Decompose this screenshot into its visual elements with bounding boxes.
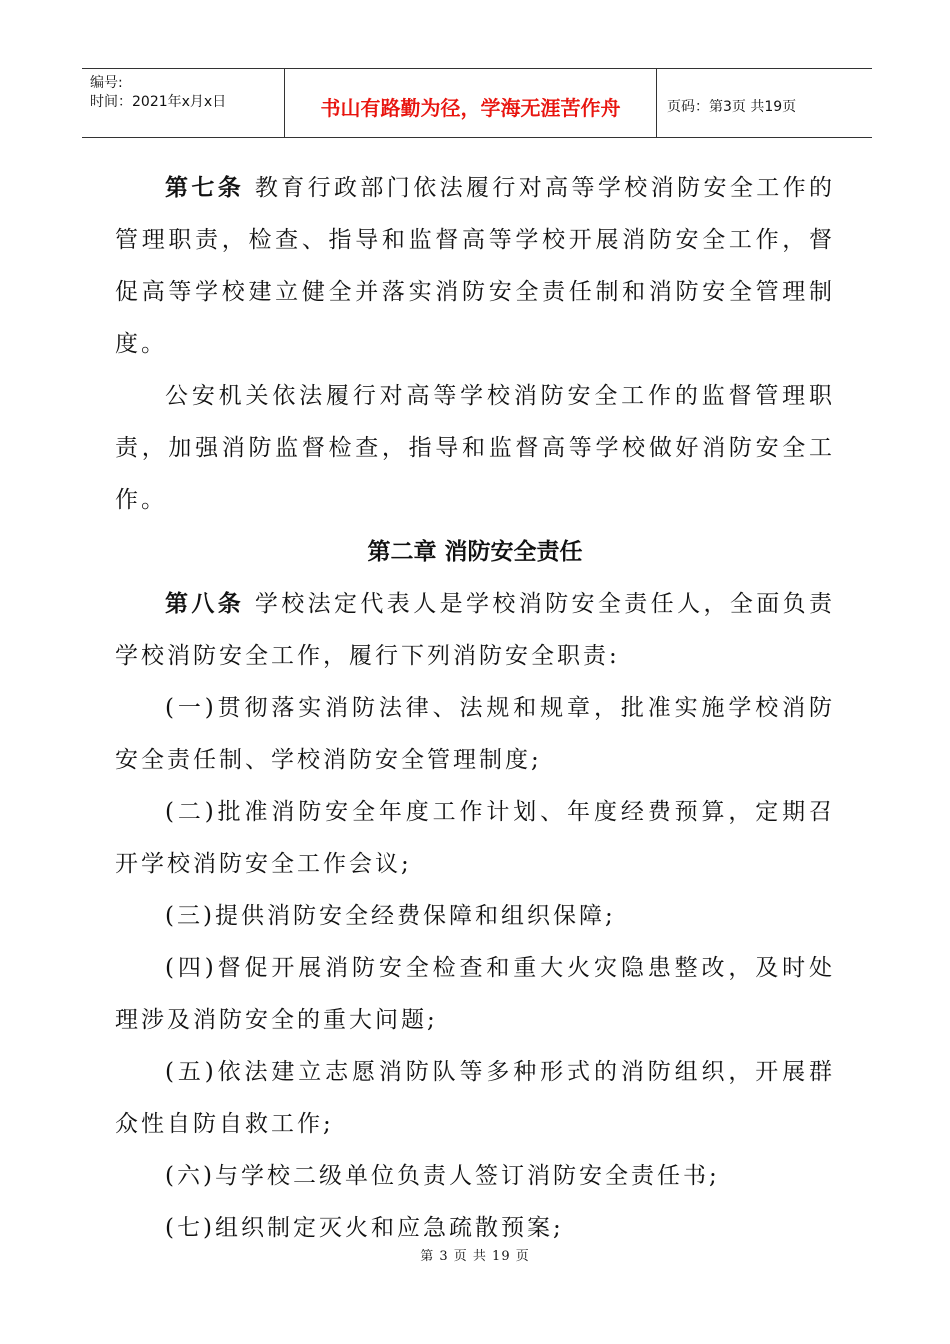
duty-item-1: (一)贯彻落实消防法律、法规和规章，批准实施学校消防安全责任制、学校消防安全管理制度; — [115, 695, 835, 773]
article-7-title: 第七条 — [165, 174, 245, 201]
page-footer: 第 3 页 共 19 页 — [420, 1249, 530, 1264]
article-8-title: 第八条 — [165, 590, 245, 617]
header-page-info: 页码：第3页 共19页 — [667, 99, 797, 115]
header-motto: 书山有路勤为径，学海无涯苦作舟 — [285, 69, 657, 137]
duty-item-7: (七)组织制定灭火和应急疏散预案; — [165, 1215, 564, 1241]
document-header — [82, 68, 872, 138]
article-7-paragraph — [115, 162, 835, 370]
duty-item-5: (五)依法建立志愿消防队等多种形式的消防组织，开展群众性自防自救工作; — [115, 1059, 835, 1137]
duty-item-6: (六)与学校二级单位负责人签订消防安全责任书; — [165, 1163, 720, 1189]
article-8-text: 学校法定代表人是学校消防安全责任人，全面负责学校消防安全工作，履行下列消防安全职责: — [115, 591, 836, 669]
chapter-2-heading: 第二章 消防安全责任 — [367, 539, 583, 565]
document-body — [115, 162, 835, 1254]
police-duty-paragraph: 公安机关依法履行对高等学校消防安全工作的监督管理职责，加强消防监督检查，指导和监督高等学校做好消防安全工作。 — [115, 383, 835, 513]
header-meta-cell — [82, 69, 285, 137]
article-7-text: 教育行政部门依法履行对高等学校消防安全工作的管理职责，检查、指导和监督高等学校开展消防安全工作，督促高等学校建立健全并落实消防安全责任制和消防安全管理制度。 — [115, 175, 836, 357]
document-number-label: 编号: — [90, 75, 123, 91]
duty-item-2: (二)批准消防安全年度工作计划、年度经费预算，定期召开学校消防安全工作会议; — [115, 799, 835, 877]
article-8-paragraph — [115, 578, 835, 682]
document-time-label: 时间：2021年x月x日 — [90, 94, 227, 110]
duty-item-3: (三)提供消防安全经费保障和组织保障; — [165, 903, 616, 929]
duty-item-4: (四)督促开展消防安全检查和重大火灾隐患整改，及时处理涉及消防安全的重大问题; — [115, 955, 835, 1033]
